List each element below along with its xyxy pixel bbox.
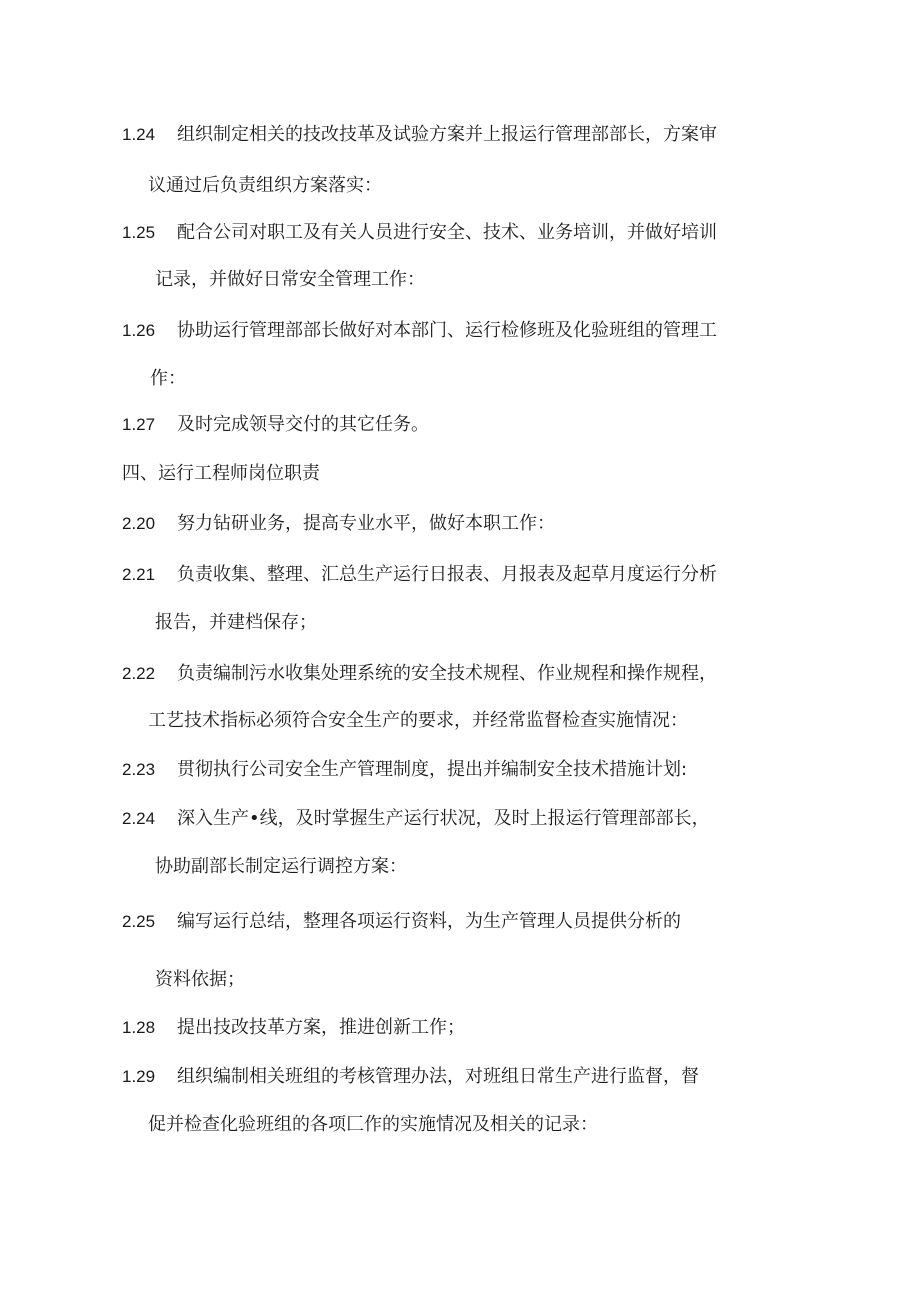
item-number: 2.21 <box>122 565 156 584</box>
item-1-29-line2: 促并检查化验班组的各项匚作的实施情况及相关的记录： <box>148 1114 598 1135</box>
item-number: 1.24 <box>122 125 156 144</box>
item-text: 协助运行管理部部长做好对本部门、运行检修班及化验班组的管理工 <box>177 320 717 341</box>
item-text: 组织制定相关的技改技革及试验方案并上报运行管理部部长，方案审 <box>177 124 717 145</box>
item-1-24-line2: 议通过后负责组织方案落实： <box>148 175 382 196</box>
item-text: 组织编制相关班组的考核管理办法，对班组日常生产进行监督，督 <box>177 1066 699 1087</box>
item-text: 贯彻执行公司安全生产管理制度，提出并编制安全技术措施计划: <box>177 759 688 780</box>
item-number: 1.25 <box>122 223 156 242</box>
item-1-25-line1 <box>122 221 717 245</box>
item-2-21-line2: 报告，并建档保存； <box>155 612 317 633</box>
item-2-21-line1 <box>122 563 717 587</box>
item-2-20-line1 <box>122 512 555 536</box>
item-2-24-line1 <box>122 807 710 831</box>
item-2-24-line2: 协助副部长制定运行调控方案： <box>155 856 407 877</box>
item-1-24-line1 <box>122 123 717 147</box>
item-text: 深入生产•线，及时掌握生产运行状况，及时上报运行管理部部长， <box>177 808 710 829</box>
item-number: 1.29 <box>122 1067 156 1086</box>
item-1-26-line2: 作： <box>150 368 186 389</box>
item-number: 2.20 <box>122 514 156 533</box>
item-2-23-line1 <box>122 758 687 782</box>
item-text: 负责收集、整理、汇总生产运行日报表、月报表及起草月度运行分析 <box>177 564 717 585</box>
item-2-22-line1 <box>122 662 717 686</box>
item-1-27-line1 <box>122 413 429 437</box>
item-text: 负责编制污水收集处理系统的安全技术规程、作业规程和操作规程， <box>177 663 717 684</box>
item-text: 努力钻研业务，提高专业水平，做好本职工作： <box>177 513 555 534</box>
item-2-25-line2: 资料依据； <box>155 969 245 990</box>
item-2-25-line1 <box>122 910 681 934</box>
item-number: 2.24 <box>122 809 156 828</box>
item-text: 编写运行总结，整理各项运行资料，为生产管理人员提供分析的 <box>177 911 681 932</box>
item-1-29-line1 <box>122 1065 699 1089</box>
item-text: 配合公司对职工及有关人员进行安全、技术、业务培训，并做好培训 <box>177 222 717 243</box>
item-text: 提出技改技革方案，推进创新工作； <box>177 1017 465 1038</box>
item-1-28-line1 <box>122 1016 465 1040</box>
item-number: 1.26 <box>122 321 156 340</box>
item-number: 1.28 <box>122 1018 156 1037</box>
section-heading: 四、运行工程师岗位职责 <box>122 463 320 484</box>
item-text: 及时完成领导交付的其它任务。 <box>177 414 429 435</box>
item-2-22-line2: 工艺技术指标必须符合安全生产的要求，并经常监督检查实施情况： <box>148 710 688 731</box>
item-1-25-line2: 记录，并做好日常安全管理工作： <box>155 269 425 290</box>
item-number: 2.22 <box>122 664 156 683</box>
item-1-26-line1 <box>122 319 717 343</box>
item-number: 2.25 <box>122 912 156 931</box>
item-number: 2.23 <box>122 760 156 779</box>
item-number: 1.27 <box>122 415 156 434</box>
